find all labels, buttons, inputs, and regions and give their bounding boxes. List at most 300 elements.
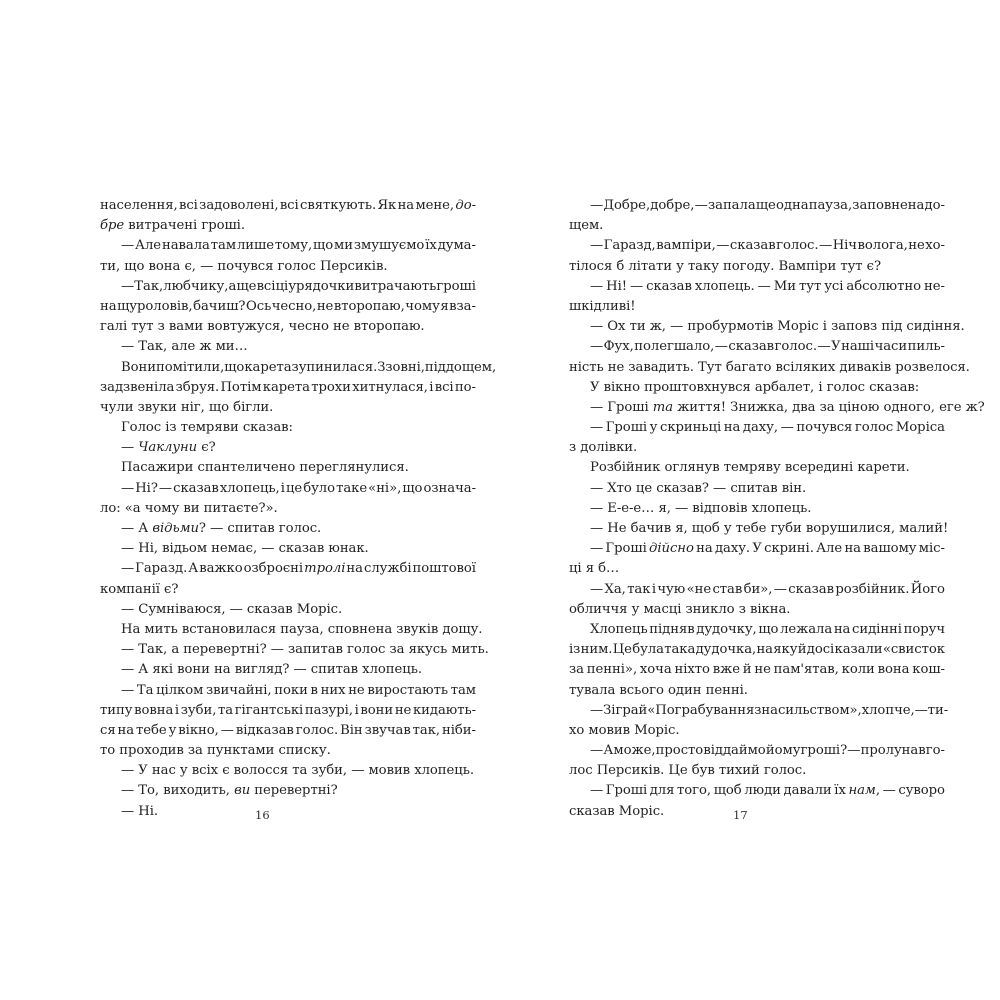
word: Ось: [245, 298, 272, 314]
word: —: [590, 581, 604, 597]
text-line: [100, 600, 476, 620]
text-run: — Так, а перевертні? — запитав голос за якусь мить.: [121, 642, 489, 658]
word: по-: [454, 379, 476, 395]
word: й: [742, 662, 752, 678]
word: на: [833, 621, 851, 637]
word: пам'ятав,: [773, 662, 839, 678]
word: Хлопець: [590, 621, 648, 637]
text-line: [569, 398, 985, 418]
word: вікно,: [178, 722, 219, 738]
word: насильством»,: [761, 702, 862, 718]
italic-text: ви: [234, 783, 251, 799]
word: вже: [712, 662, 740, 678]
text-run: — Не бачив я, щоб у тебе губи ворушилися, малий!: [590, 521, 949, 536]
word: Гроші: [605, 783, 648, 799]
word: сказав: [729, 238, 776, 254]
word: ніби-: [441, 722, 476, 738]
text-run: ці я б…: [569, 561, 620, 577]
text-line: [100, 660, 476, 680]
word: й: [797, 642, 807, 658]
text-line: [569, 257, 945, 277]
text-line: [100, 418, 476, 438]
word: тут: [798, 278, 822, 294]
word: —: [220, 722, 234, 738]
text-line: [569, 539, 945, 559]
word: вза-: [449, 298, 476, 314]
text-line: [100, 196, 476, 216]
text-run: Голос із темряви сказав:: [121, 420, 293, 436]
word: поки: [274, 682, 308, 698]
text-run: Розбійник оглянув темряву всередині карети.: [590, 460, 910, 476]
word: —: [773, 581, 787, 597]
word: до-: [924, 198, 945, 213]
word: пазурі,: [304, 702, 353, 718]
word: сказав: [646, 278, 692, 294]
word: що: [402, 480, 423, 496]
word: «свисток: [882, 642, 945, 658]
word: коли: [841, 662, 875, 678]
word: для: [649, 783, 675, 799]
word: Фух,: [603, 339, 634, 355]
word: з: [754, 702, 762, 718]
italic-text: відьми: [152, 521, 199, 536]
word: бачиш?: [193, 298, 246, 314]
text-line: [100, 317, 476, 337]
text-line: [569, 297, 945, 317]
word: всі: [178, 198, 198, 213]
text-line: [569, 378, 945, 398]
text-line: [100, 701, 476, 721]
word: чую: [657, 581, 686, 597]
text-line: [569, 721, 945, 741]
word: розбійник.: [835, 581, 910, 597]
word: голос: [854, 420, 894, 436]
word: хитнулася,: [352, 379, 428, 395]
word: означа-: [423, 480, 476, 496]
word: Добре,: [603, 198, 651, 213]
word: Зіграй: [603, 702, 648, 718]
word: Ні?: [135, 480, 158, 496]
word: була: [632, 642, 664, 658]
word: пенні»,: [586, 662, 638, 678]
text-run: то проходив за пунктами списку.: [100, 743, 331, 759]
word: яку: [773, 642, 798, 658]
word: змушуємо: [353, 238, 425, 254]
word: добре,: [650, 198, 695, 213]
word: ти-: [927, 702, 949, 718]
text-line: [569, 741, 945, 761]
text-run: — У нас у всіх є волосся та зуби, — мовив хлопець.: [121, 763, 475, 779]
word: —: [819, 238, 833, 254]
text-line: [569, 761, 945, 781]
word: дума-: [437, 238, 476, 254]
word: не: [316, 298, 334, 314]
word: на: [696, 541, 713, 557]
word: сидінні: [852, 621, 902, 637]
text-run: галі тут з вами вовтужуся, чесно не второпаю.: [100, 319, 425, 335]
word: второпаю,: [333, 298, 405, 314]
word: така: [664, 642, 696, 658]
word: в: [310, 682, 318, 698]
text-line: [100, 216, 476, 236]
word: хлопець.: [694, 278, 755, 294]
word: не: [348, 682, 365, 698]
word: люди: [744, 783, 781, 799]
word: Вони: [121, 359, 157, 375]
word: —: [817, 339, 831, 355]
text-run: тілося б літати у таку погоду. Вампіри тут є?: [569, 258, 882, 274]
word: Та: [136, 682, 154, 698]
text-run: — А: [121, 521, 153, 536]
text-line: [569, 559, 945, 579]
word: —: [121, 682, 135, 698]
word: Ні!: [606, 278, 628, 294]
word: —: [716, 238, 730, 254]
word: —: [121, 480, 135, 496]
text-line: [569, 216, 945, 236]
text-line: [100, 721, 476, 741]
word: голос.: [774, 339, 817, 355]
word: і: [651, 581, 656, 597]
text-line: [569, 660, 945, 680]
word: —: [590, 198, 604, 213]
word: часи: [874, 339, 908, 355]
word: на: [397, 198, 415, 213]
word: Ха,: [604, 581, 626, 597]
word: ці: [275, 278, 289, 294]
word: мене,: [415, 198, 455, 213]
text-run: ло: «а чому ви питаєте?».: [100, 500, 278, 516]
word: підняв: [649, 621, 695, 637]
word: Гаразд,: [603, 238, 656, 254]
word: населення,: [100, 198, 178, 213]
text-line: [100, 297, 476, 317]
word: одна: [776, 198, 809, 213]
text-line: [100, 519, 476, 539]
word: на: [756, 642, 773, 658]
text-line: [100, 580, 476, 600]
word: там: [210, 238, 237, 254]
word: задоволені,: [199, 198, 279, 213]
word: навала: [161, 238, 210, 254]
word: Але: [135, 238, 162, 254]
word: службі: [364, 561, 412, 577]
word: хо-: [925, 238, 945, 254]
text-run: тувала всього один пенні.: [569, 682, 748, 698]
word: кош-: [912, 662, 945, 678]
word: Ми: [773, 278, 796, 294]
text-line: [100, 620, 483, 640]
word: став: [712, 581, 743, 597]
text-run: — Так, але ж ми…: [121, 339, 248, 355]
text-line: [100, 257, 476, 277]
word: полегшало,: [634, 339, 715, 355]
text-run: Пасажири спантеличено переглянулися.: [121, 460, 409, 476]
text-line: [100, 378, 476, 398]
word: суворо: [898, 783, 945, 799]
text-run: — То, виходить,: [121, 783, 235, 799]
word: не-: [923, 278, 945, 294]
text-run: — А які вони на вигляд? — спитав хлопець.: [121, 662, 422, 678]
text-line: [100, 438, 476, 458]
text-line: [569, 519, 949, 539]
word: карета: [262, 379, 310, 395]
word: може,: [613, 743, 656, 759]
word: Але: [816, 541, 843, 557]
word: —: [590, 541, 604, 557]
word: —: [694, 198, 708, 213]
word: звичайні,: [206, 682, 272, 698]
word: хлопче,: [861, 702, 915, 718]
word: витрачають: [354, 278, 437, 294]
word: «Пограбування: [647, 702, 755, 718]
word: пролунав: [860, 743, 926, 759]
word: гроші: [436, 278, 476, 294]
word: ми: [334, 238, 353, 254]
word: —: [882, 783, 896, 799]
word: —: [590, 238, 604, 254]
word: за: [569, 662, 584, 678]
word: урядочки: [288, 278, 355, 294]
text-run: обличчя у масці зникло з вікна.: [569, 601, 791, 617]
word: У: [752, 541, 762, 557]
word: зупинилася.: [291, 359, 378, 375]
word: тролі: [304, 561, 346, 577]
word: —: [847, 743, 861, 759]
text-line: [569, 620, 945, 640]
text-line: [569, 337, 945, 357]
word: пауза,: [808, 198, 853, 213]
text-line: [569, 358, 970, 378]
word: їх: [834, 783, 846, 799]
word: задзвеніла: [100, 379, 175, 395]
text-run: ? — спитав голос.: [198, 521, 322, 536]
word: —: [158, 480, 173, 496]
italic-text: та: [652, 399, 674, 415]
text-line: [100, 741, 476, 761]
text-line: [100, 499, 476, 519]
text-line: [100, 277, 476, 297]
text-run: — Ні.: [121, 803, 159, 819]
word: абсолютно: [846, 278, 921, 294]
text-line: [569, 499, 945, 519]
word: всі: [279, 198, 299, 213]
word: на: [346, 561, 363, 577]
word: важко: [199, 561, 243, 577]
word: ніхто: [674, 662, 710, 678]
word: того,: [677, 783, 712, 799]
text-run: є?: [197, 440, 216, 456]
word: дудочку,: [696, 621, 757, 637]
text-run: — Е-е-е… я, — відповів хлопець.: [590, 500, 812, 516]
text-line: [569, 277, 945, 297]
word: ся: [100, 722, 116, 738]
text-run: У вікно проштовхнувся арбалет, і голос сказав:: [590, 379, 920, 395]
word: любчику,: [163, 278, 229, 294]
word: усі: [824, 278, 844, 294]
word: —: [714, 339, 728, 355]
text-line: [569, 640, 945, 660]
word: на: [100, 298, 117, 314]
word: сказав: [788, 581, 834, 597]
text-line: [569, 418, 945, 438]
word: я: [440, 298, 449, 314]
text-run: хо мовив Моріс.: [569, 722, 680, 738]
word: озброєні: [243, 561, 304, 577]
text-line: [569, 781, 945, 801]
word: —: [630, 278, 644, 294]
text-run: лос Персиків. Це був тихий голос.: [569, 763, 807, 779]
word: го-: [925, 743, 945, 759]
word: вашому: [863, 541, 917, 557]
left-page-text: [100, 196, 497, 822]
word: відказав: [235, 722, 294, 738]
word: —: [590, 783, 604, 799]
word: кидають-: [412, 702, 476, 718]
word: тебе: [136, 722, 167, 738]
text-run: — Хто це сказав? — спитав він.: [590, 480, 807, 496]
text-run: — Сумніваюся, — сказав Моріс.: [121, 601, 343, 617]
word: не: [754, 662, 771, 678]
word: Гроші: [605, 541, 647, 557]
word: наші: [841, 339, 875, 355]
word: поруч: [903, 621, 945, 637]
word: так: [627, 581, 651, 597]
text-line: [100, 761, 476, 781]
word: У: [831, 339, 841, 355]
text-run: шкідливі!: [569, 298, 636, 314]
word: до-: [455, 198, 476, 213]
word: всі: [434, 379, 454, 395]
word: голос.: [295, 722, 339, 738]
word: і: [354, 702, 359, 718]
left-page-number: 16: [255, 808, 270, 822]
word: не: [394, 702, 412, 718]
text-line: [100, 681, 476, 701]
word: і: [280, 480, 285, 496]
word: це: [285, 480, 303, 496]
word: вампіри,: [656, 238, 716, 254]
word: вона: [877, 662, 910, 678]
word: Потім: [220, 379, 262, 395]
text-run: чули звуки ніг, що бігли.: [100, 399, 274, 415]
word: скрині.: [764, 541, 814, 557]
text-run: компанії є?: [100, 581, 179, 597]
word: заповнена: [852, 198, 925, 213]
word: почувся: [796, 420, 853, 436]
word: дійсно: [649, 541, 694, 557]
text-line: [100, 398, 476, 418]
word: Гаразд.: [135, 561, 188, 577]
word: —: [121, 561, 135, 577]
right-page-text: [569, 196, 985, 822]
word: що: [758, 621, 779, 637]
text-line: [100, 337, 476, 357]
word: віддаймо: [703, 743, 766, 759]
word: хоча: [639, 662, 672, 678]
word: «не: [686, 581, 712, 597]
word: Це: [612, 642, 632, 658]
word: під: [424, 359, 446, 375]
word: звучав: [364, 722, 411, 738]
text-run: — Гроші: [590, 399, 653, 415]
text-line: [100, 781, 476, 801]
word: дудочка,: [695, 642, 757, 658]
word: Гроші: [605, 420, 648, 436]
word: сказав: [173, 480, 219, 496]
text-run: — Ні, відьом немає, — сказав юнак.: [121, 541, 369, 557]
word: хлопець,: [219, 480, 280, 496]
word: трохи: [311, 379, 351, 395]
word: лежала: [780, 621, 833, 637]
text-run: — Ох ти ж, — пробурмотів Моріс і заповз під сидіння.: [590, 319, 965, 335]
word: йому: [765, 743, 801, 759]
word: —: [590, 339, 604, 355]
word: їх: [425, 238, 437, 254]
text-run: На мить встановилася пауза, сповнена звуків дощу.: [121, 621, 483, 637]
word: нам,: [848, 783, 880, 799]
text-line: [569, 580, 945, 600]
word: у: [649, 420, 658, 436]
italic-text: бре: [100, 218, 125, 234]
word: А: [188, 561, 199, 577]
text-run: життя! Знижка, два за ціною одного, еге ж?: [673, 399, 985, 415]
word: на: [844, 541, 861, 557]
word: таке: [336, 480, 368, 496]
text-line: [569, 236, 945, 256]
word: цілком: [156, 682, 204, 698]
text-line: [569, 701, 949, 721]
word: на: [723, 420, 741, 436]
word: а: [228, 278, 237, 294]
word: чесно,: [271, 298, 317, 314]
word: не: [908, 238, 925, 254]
word: Його: [910, 581, 945, 597]
word: даху,: [742, 420, 778, 436]
word: сказав: [728, 339, 775, 355]
word: Моріса: [895, 420, 945, 436]
word: чому: [405, 298, 440, 314]
word: ще: [236, 278, 257, 294]
word: поштової: [412, 561, 476, 577]
word: та: [218, 702, 234, 718]
word: ще: [755, 198, 776, 213]
text-run: перевертні?: [250, 783, 338, 799]
word: лише: [236, 238, 274, 254]
text-line: [569, 196, 945, 216]
text-run: витрачені гроші.: [124, 218, 245, 234]
text-run: з долівки.: [569, 440, 638, 456]
text-run: ність не завадить. Тут багато всіляких диваків розвелося.: [569, 359, 970, 375]
word: вони: [360, 702, 394, 718]
word: збруя.: [175, 379, 220, 395]
word: всі: [256, 278, 276, 294]
word: —: [590, 702, 604, 718]
word: Ззовні,: [377, 359, 425, 375]
word: А: [603, 743, 614, 759]
word: Ніч: [832, 238, 857, 254]
text-line: [569, 458, 945, 478]
word: —: [780, 420, 794, 436]
text-line: [569, 317, 965, 337]
word: щоб: [713, 783, 742, 799]
word: гроші?: [800, 743, 848, 759]
word: із: [569, 642, 581, 658]
word: запала: [707, 198, 756, 213]
text-line: [569, 681, 945, 701]
word: міс-: [918, 541, 945, 557]
word: що: [224, 359, 245, 375]
